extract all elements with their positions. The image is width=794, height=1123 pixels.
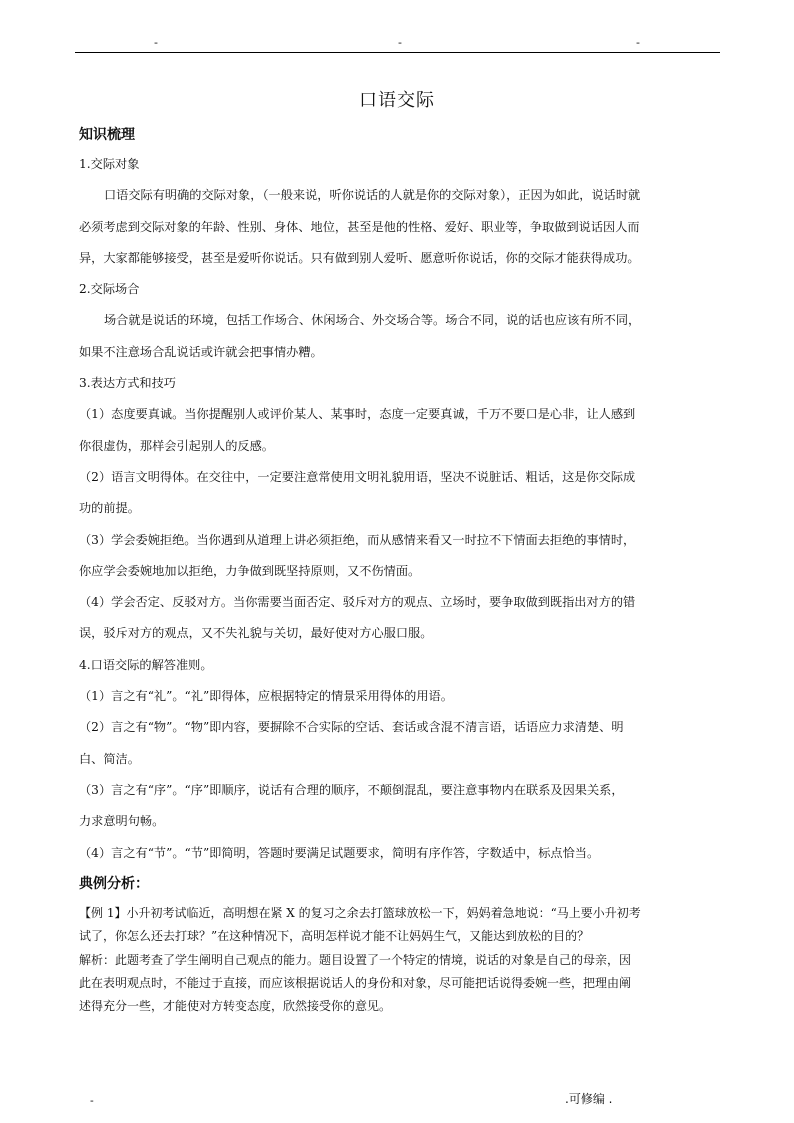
footer-mark-left: - [90, 1094, 94, 1107]
body-line: 必须考虑到交际对象的年龄、性别、身体、地位，甚至是他的性格、爱好、职业等，争取做到说话因人而 [79, 219, 640, 234]
body-line: 力求意明句畅。 [79, 814, 165, 829]
section-heading-examples: 典例分析： [79, 876, 149, 892]
body-line: 你应学会委婉地加以拒绝，力争做到既坚持原则，又不伤情面。 [79, 563, 421, 578]
example-line: 试了，你怎么还去打球？”在这种情况下，高明怎样说才能不让妈妈生气，又能达到放松的目的？ [79, 929, 590, 944]
body-line: 误，驳斥对方的观点，又不失礼貌与关切，最好使对方心服口服。 [79, 626, 433, 641]
header-mark-right: - [636, 36, 640, 49]
example-line: 【例 1】小升初考试临近，高明想在紧 X 的复习之余去打篮球放松一下，妈妈着急地说：“马上要小升初考 [79, 906, 641, 920]
example-line: 解析：此题考查了学生阐明自己观点的能力。题目设置了一个特定的情境，说话的对象是自己的母亲，因 [79, 952, 632, 967]
body-line: 1.交际对象 [79, 157, 140, 171]
header-rule [75, 52, 720, 53]
header-mark-center: - [398, 36, 402, 49]
body-line: （4）学会否定、反驳对方。当你需要当面否定、驳斥对方的观点、立场时，要争取做到既指出对方的错 [79, 595, 636, 610]
body-line: （4）言之有“节”。“节”即简明，答题时要满足试题要求，简明有序作答，字数适中，标点恰当。 [79, 845, 600, 860]
header-mark-left: - [154, 36, 158, 49]
page-title: 口语交际 [359, 90, 435, 111]
footer-editable-note: .可修编 . [565, 1092, 613, 1106]
body-line: （3）言之有“序”。“序”即顺序，说话有合理的顺序，不颠倒混乱，要注意事物内在联系及因果关系， [79, 782, 624, 797]
section-heading-knowledge: 知识梳理 [79, 127, 135, 143]
body-line: 异，大家都能够接受，甚至是爱听你说话。只有做到别人爱听、愿意听你说话，你的交际才能获得成功。 [79, 250, 640, 265]
body-line: 如果不注意场合乱说话或许就会把事情办糟。 [79, 344, 323, 359]
example-line: 此在表明观点时，不能过于直接，而应该根据说话人的身份和对象，尽可能把话说得委婉一些，把理由阐 [79, 975, 632, 990]
body-line: 你很虚伪，那样会引起别人的反感。 [79, 438, 274, 453]
body-line: 场合就是说话的环境，包括工作场合、休闲场合、外交场合等。场合不同，说的话也应该有所不同， [104, 313, 641, 328]
body-line: （1）言之有“礼”。“礼”即得体，应根据特定的情景采用得体的用语。 [79, 689, 453, 704]
body-line: （1）态度要真诚。当你提醒别人或评价某人、某事时，态度一定要真诚，千万不要口是心非，让人感到 [79, 407, 636, 422]
body-line: 3.表达方式和技巧 [79, 376, 176, 391]
body-line: 白、简洁。 [79, 751, 140, 766]
body-line: （2）语言文明得体。在交往中，一定要注意常使用文明礼貌用语，坚决不说脏话、粗话，这是你交际成 [79, 469, 636, 484]
example-line: 述得充分一些，才能使对方转变态度，欣然接受你的意见。 [79, 999, 392, 1014]
body-line: （3）学会委婉拒绝。当你遇到从道理上讲必须拒绝，而从感情来看又一时拉不下情面去拒绝的事情时， [79, 532, 636, 547]
knowledge-body [79, 149, 719, 869]
body-line: 4.口语交际的解答准则。 [79, 657, 213, 672]
body-line: （2）言之有“物”。“物”即内容，要摒除不合实际的空话、套话或含混不清言语，话语应力求清楚、明 [79, 720, 624, 735]
body-line: 口语交际有明确的交际对象，（一般来说，听你说话的人就是你的交际对象），正因为如此，说话时就 [104, 188, 641, 203]
body-line: 功的前提。 [79, 501, 140, 516]
example-body [79, 902, 719, 1018]
body-line: 2.交际场合 [79, 282, 140, 297]
